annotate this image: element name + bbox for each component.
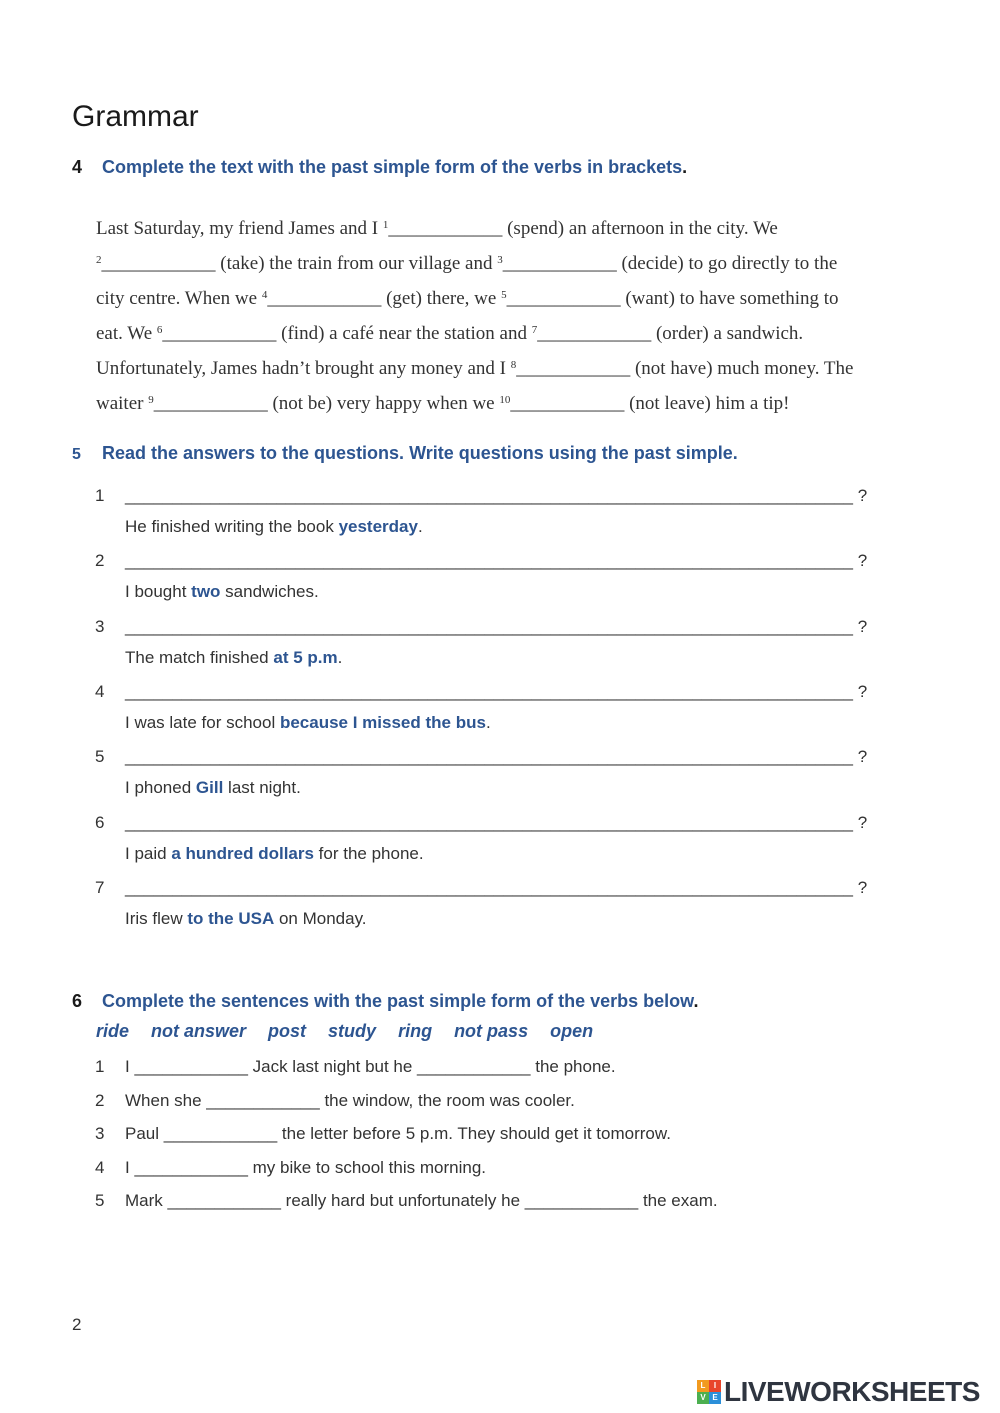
exercise-5-heading: [72, 443, 738, 464]
word-bank-item: post: [268, 1021, 307, 1041]
logo-mark-cell: V: [697, 1392, 709, 1404]
logo-mark-cell: I: [709, 1380, 721, 1392]
text-segment: Last Saturday, my friend James and I: [96, 218, 383, 239]
answer-text: for the phone.: [313, 843, 424, 863]
word-bank: [96, 1021, 615, 1042]
exercise-number: 6: [72, 991, 83, 1011]
answer-text: .: [337, 647, 343, 667]
answer-sentence: [125, 713, 491, 733]
text-segment: ____________ (not have) much money. The: [516, 358, 854, 379]
answer-sentence: [125, 909, 367, 929]
sentence-text[interactable]: I ____________ my bike to school this morning.: [125, 1157, 487, 1177]
text-segment: ____________ (not leave) him a tip!: [510, 393, 790, 414]
answer-text: last night.: [223, 778, 301, 798]
answer-text: I was late for school: [125, 712, 280, 732]
question-answer-line[interactable]: _____________________________________________________________________________ ?: [125, 747, 868, 767]
liveworksheets-logo: [697, 1377, 980, 1407]
question-answer-line[interactable]: _____________________________________________________________________________ ?: [125, 616, 868, 636]
text-segment: city centre. When we: [96, 288, 262, 309]
answer-text: on Monday.: [274, 908, 367, 928]
answer-text: The match finished: [125, 647, 274, 667]
sentence-text[interactable]: I ____________ Jack last night but he ____________ the phone.: [125, 1057, 616, 1076]
sentence-text[interactable]: Paul ____________ the letter before 5 p.m. They should get it tomorrow.: [125, 1124, 671, 1143]
gap-number: 2: [96, 254, 102, 266]
text-segment: ____________ (spend) an afternoon in the city. We: [388, 218, 778, 239]
exercise-number: 4: [72, 157, 83, 177]
question-number: 1: [95, 486, 105, 505]
gap-number: 10: [499, 394, 511, 406]
text-segment: ____________ (get) there, we: [267, 288, 502, 309]
word-bank-item: ring: [398, 1021, 433, 1041]
answer-text: Iris flew: [125, 908, 188, 928]
sentence-number: 1: [95, 1057, 105, 1076]
gap-number: 8: [510, 359, 517, 371]
answer-highlight: a hundred dollars: [171, 843, 314, 863]
answer-highlight: at 5 p.m: [273, 647, 338, 667]
text-line: [96, 288, 839, 310]
logo-text: LIVEWORKSHEETS: [724, 1376, 980, 1407]
question-answer-line[interactable]: _____________________________________________________________________________ ?: [125, 681, 868, 701]
answer-sentence: [125, 778, 301, 798]
answer-highlight: because I missed the bus: [279, 712, 486, 732]
text-segment: ____________ (not be) very happy when we: [153, 393, 500, 414]
gap-number: 9: [148, 394, 154, 406]
question-answer-line[interactable]: _____________________________________________________________________________ ?: [125, 551, 868, 571]
answer-highlight: two: [191, 582, 221, 602]
exercise-4-heading: [72, 157, 687, 178]
question-answer-line[interactable]: _____________________________________________________________________________ ?: [125, 486, 868, 505]
answer-highlight: yesterday: [338, 517, 418, 536]
answer-highlight: Gill: [195, 778, 224, 798]
text-segment: ____________ (want) to have something to: [506, 288, 839, 309]
text-line: [96, 218, 778, 240]
answer-highlight: to the USA: [187, 908, 275, 928]
liveworksheets-logo-icon: [697, 1380, 721, 1404]
answer-text: .: [417, 517, 423, 536]
answer-sentence: [125, 517, 423, 537]
text-segment: waiter: [96, 393, 149, 414]
word-bank-item: open: [550, 1021, 594, 1041]
page-number: 2: [72, 1315, 82, 1334]
question-number: 7: [95, 877, 105, 897]
answer-text: I phoned: [125, 778, 196, 798]
word-bank-item: not answer: [151, 1021, 247, 1041]
text-line: [96, 323, 803, 345]
exercise-6-heading: [72, 991, 698, 1012]
gap-number: 3: [497, 254, 503, 266]
heading-period: .: [682, 157, 688, 177]
answer-text: .: [485, 712, 491, 732]
answer-text: sandwiches.: [220, 582, 319, 602]
section-title: Grammar: [72, 100, 199, 133]
word-bank-item: ride: [96, 1021, 130, 1041]
heading-period: .: [732, 443, 738, 463]
sentence-number: 2: [95, 1090, 105, 1110]
text-line: [96, 253, 837, 275]
sentence-text[interactable]: When she ____________ the window, the room was cooler.: [125, 1090, 575, 1110]
word-bank-item: not pass: [454, 1021, 529, 1041]
exercise-instruction: Complete the text with the past simple form of the verbs in brackets: [102, 157, 683, 177]
text-segment: Unfortunately, James hadn’t brought any money and I: [96, 358, 511, 379]
text-segment: ____________ (decide) to go directly to the: [502, 253, 838, 274]
text-line: [96, 393, 790, 415]
answer-sentence: [125, 582, 319, 602]
exercise-number: 5: [72, 446, 81, 463]
gap-number: 1: [382, 219, 389, 231]
answer-text: I paid: [125, 843, 172, 863]
text-line: [96, 358, 853, 380]
text-segment: ____________ (find) a café near the station and: [162, 323, 532, 344]
exercise-instruction: Complete the sentences with the past simple form of the verbs below: [102, 991, 694, 1011]
question-answer-line[interactable]: _____________________________________________________________________________ ?: [125, 812, 868, 832]
question-number: 6: [95, 812, 105, 832]
question-number: 5: [95, 747, 105, 767]
logo-mark-cell: L: [697, 1380, 709, 1392]
question-number: 2: [95, 551, 105, 571]
heading-period: .: [693, 991, 699, 1011]
logo-mark-cell: E: [709, 1392, 721, 1404]
sentence-number: 5: [95, 1191, 105, 1210]
question-answer-line[interactable]: _____________________________________________________________________________ ?: [125, 877, 868, 897]
gap-number: 6: [156, 324, 163, 336]
sentence-text[interactable]: Mark ____________ really hard but unfortunately he ____________ the exam.: [125, 1191, 718, 1210]
text-segment: eat. We: [96, 323, 157, 344]
question-number: 3: [95, 616, 105, 636]
sentence-number: 4: [95, 1157, 105, 1177]
answer-text: He finished writing the book: [125, 517, 339, 536]
question-number: 4: [95, 681, 105, 701]
text-segment: ____________ (take) the train from our village and: [101, 253, 498, 274]
sentence-number: 3: [95, 1124, 105, 1143]
gap-number: 5: [501, 289, 507, 301]
text-segment: ____________ (order) a sandwich.: [537, 323, 804, 344]
exercise-instruction: Read the answers to the questions. Write questions using the past simple: [102, 443, 733, 463]
answer-sentence: [125, 648, 342, 668]
gap-number: 4: [261, 289, 268, 301]
answer-text: I bought: [125, 582, 192, 602]
gap-number: 7: [531, 324, 538, 336]
word-bank-item: study: [328, 1021, 377, 1041]
answer-sentence: [125, 844, 424, 864]
